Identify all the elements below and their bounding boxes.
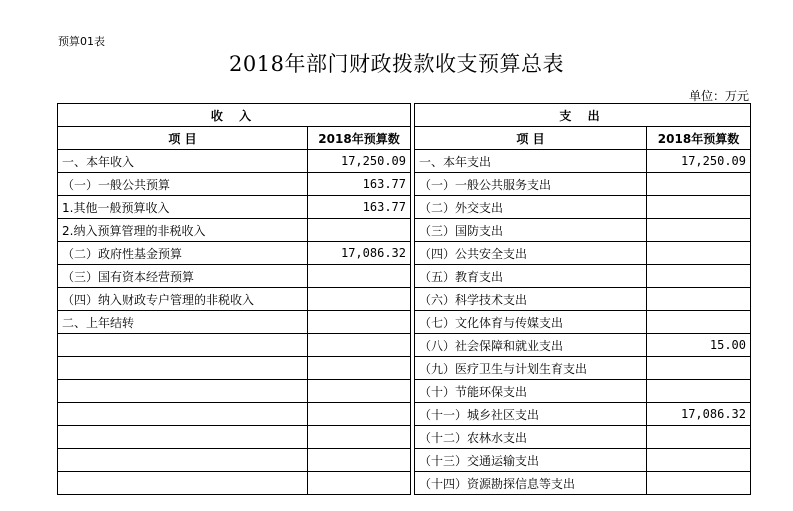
expense-amount: 15.00: [647, 334, 751, 357]
expense-amount: [647, 265, 751, 288]
table-row: [58, 265, 751, 288]
table-row: [58, 219, 751, 242]
table-row: [58, 449, 751, 472]
income-item: （一）一般公共预算: [58, 173, 308, 196]
income-header: 收 入: [58, 104, 411, 127]
table-row: [58, 311, 751, 334]
income-amount: 17,250.09: [308, 150, 411, 173]
income-item: [58, 472, 308, 495]
table-row: [58, 426, 751, 449]
table-row: [58, 196, 751, 219]
expense-item: （三）国防支出: [415, 219, 647, 242]
table-row: [58, 472, 751, 495]
expense-amount: 17,086.32: [647, 403, 751, 426]
income-amount: [308, 265, 411, 288]
table-row: [58, 150, 751, 173]
table-row: [58, 242, 751, 265]
expense-amount: [647, 242, 751, 265]
expense-amount: [647, 219, 751, 242]
expense-item-header: 项 目: [415, 127, 647, 150]
expense-item: （十三）交通运输支出: [415, 449, 647, 472]
form-code: 预算01表: [58, 35, 105, 48]
expense-amount: [647, 288, 751, 311]
expense-amount: [647, 449, 751, 472]
income-item: [58, 426, 308, 449]
income-amount: [308, 334, 411, 357]
income-item-header: 项 目: [58, 127, 308, 150]
expense-item: （九）医疗卫生与计划生育支出: [415, 357, 647, 380]
budget-table: [57, 103, 751, 495]
table-row: [58, 173, 751, 196]
income-amount: 17,086.32: [308, 242, 411, 265]
expense-amount: 17,250.09: [647, 150, 751, 173]
table-row: [58, 380, 751, 403]
income-amount: [308, 357, 411, 380]
expense-item: （五）教育支出: [415, 265, 647, 288]
income-item: 1.其他一般预算收入: [58, 196, 308, 219]
income-amount: [308, 311, 411, 334]
table-row: [58, 288, 751, 311]
income-item: [58, 380, 308, 403]
table-row: [58, 403, 751, 426]
expense-amount: [647, 380, 751, 403]
income-amount-header: 2018年预算数: [308, 127, 411, 150]
income-item: 一、本年收入: [58, 150, 308, 173]
income-amount: [308, 380, 411, 403]
table-row: [58, 334, 751, 357]
expense-amount: [647, 426, 751, 449]
header-row-section: [58, 104, 751, 127]
expense-item: （一）一般公共服务支出: [415, 173, 647, 196]
expense-amount: [647, 311, 751, 334]
expense-amount: [647, 173, 751, 196]
expense-amount-header: 2018年预算数: [647, 127, 751, 150]
page-title: 2018年部门财政拨款收支预算总表: [229, 52, 564, 76]
expense-amount: [647, 196, 751, 219]
expense-item: （十）节能环保支出: [415, 380, 647, 403]
unit-label: 单位：万元: [688, 89, 749, 103]
header-row-columns: [58, 127, 751, 150]
income-amount: [308, 288, 411, 311]
income-item: （二）政府性基金预算: [58, 242, 308, 265]
expense-header: 支 出: [415, 104, 751, 127]
income-item: [58, 449, 308, 472]
expense-item: （七）文化体育与传媒支出: [415, 311, 647, 334]
expense-item: （二）外交支出: [415, 196, 647, 219]
expense-amount: [647, 472, 751, 495]
income-amount: [308, 219, 411, 242]
expense-item: （十二）农林水支出: [415, 426, 647, 449]
expense-item: （八）社会保障和就业支出: [415, 334, 647, 357]
income-amount: 163.77: [308, 173, 411, 196]
income-item: [58, 334, 308, 357]
expense-item: （十四）资源勘探信息等支出: [415, 472, 647, 495]
table-row: [58, 357, 751, 380]
income-item: [58, 357, 308, 380]
expense-amount: [647, 357, 751, 380]
income-item: 2.纳入预算管理的非税收入: [58, 219, 308, 242]
expense-item: 一、本年支出: [415, 150, 647, 173]
income-item: 二、上年结转: [58, 311, 308, 334]
income-amount: 163.77: [308, 196, 411, 219]
expense-item: （十一）城乡社区支出: [415, 403, 647, 426]
income-item: （四）纳入财政专户管理的非税收入: [58, 288, 308, 311]
income-amount: [308, 426, 411, 449]
income-item: [58, 403, 308, 426]
expense-item: （四）公共安全支出: [415, 242, 647, 265]
income-amount: [308, 403, 411, 426]
income-amount: [308, 472, 411, 495]
expense-item: （六）科学技术支出: [415, 288, 647, 311]
income-item: （三）国有资本经营预算: [58, 265, 308, 288]
income-amount: [308, 449, 411, 472]
